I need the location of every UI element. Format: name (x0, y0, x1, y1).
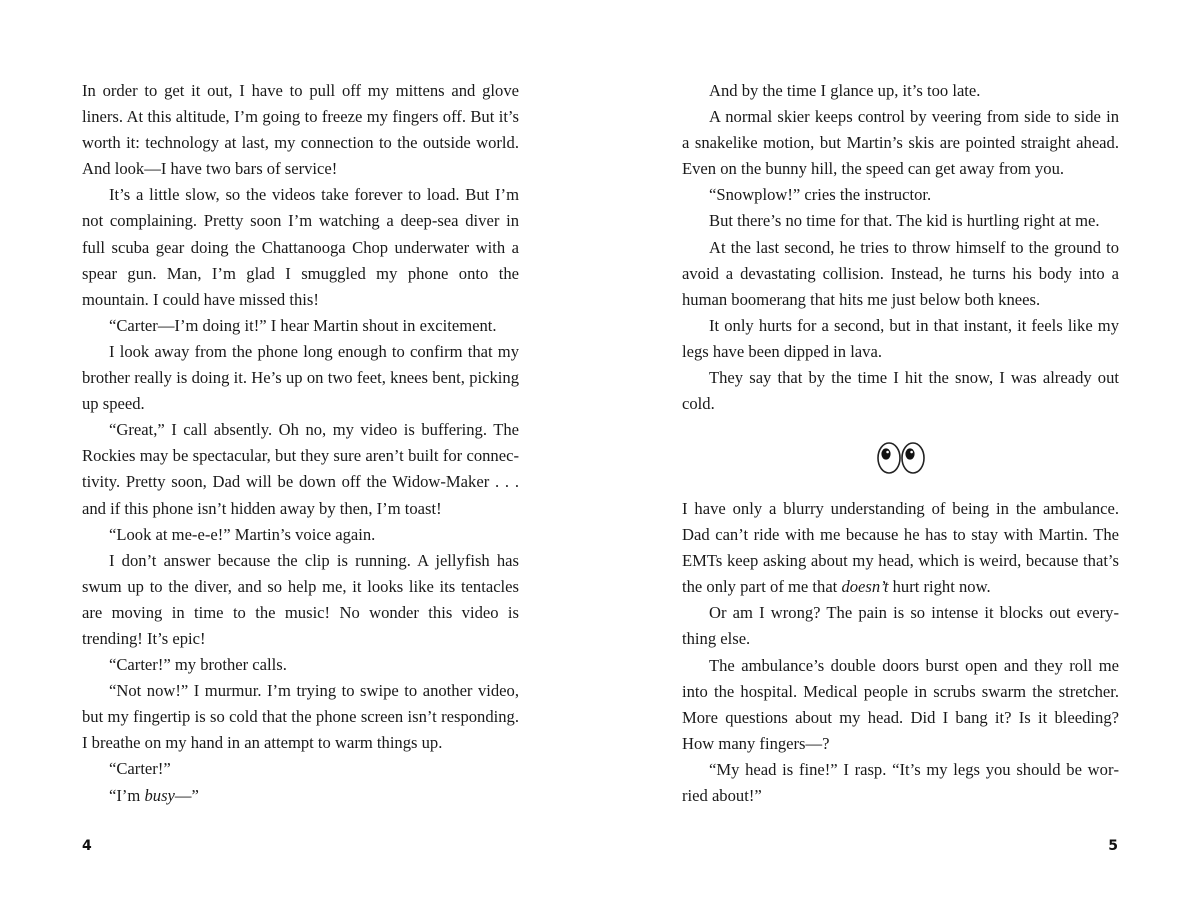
paragraph: Or am I wrong? The pain is so intense it blocks out everything else. (682, 603, 1119, 649)
paragraph: It only hurts for a second, but in that instant, it feels like my legs have been dipped in lava. (682, 315, 1119, 361)
emphasis-text: doesn’t (841, 577, 889, 597)
left-page-text (82, 78, 519, 809)
emphasis-text: busy (144, 785, 175, 805)
paragraph: “Carter!” my brother calls. (109, 655, 287, 675)
googly-eyes-icon (875, 440, 927, 476)
right-page-text-top (682, 78, 1119, 417)
paragraph: “Great,” I call absently. Oh no, my video is buffering. The Rockies may be spectacular, but they sure aren’t built for connectivity. Pretty soon, Dad will be down off the Widow-Maker . . . and if this phone isn’t hidden away by then, I’m toast! (82, 420, 519, 518)
text-run: I have only a blurry understanding of being in the ambulance. Dad can’t ride with me because he has to stay with Martin. The EMTs keep asking about my head, which is weird, because that’s the only part of me that (682, 499, 1119, 597)
text-run: hurt right now. (888, 577, 991, 597)
paragraph: I look away from the phone long enough to confirm that my brother really is doing it. He’s up on two feet, knees bent, picking up speed. (82, 341, 519, 414)
text-run: —” (174, 785, 199, 805)
text-run: “I’m (109, 785, 145, 805)
right-page-text-bottom (682, 496, 1119, 809)
paragraph: “Not now!” I murmur. I’m trying to swipe to another video, but my fingertip is so cold that the phone screen isn’t responding. I breathe on my hand in an attempt to warm things up. (82, 681, 519, 753)
paragraph (82, 783, 519, 809)
paragraph: “Snowplow!” cries the instructor. (709, 185, 932, 205)
paragraph: It’s a little slow, so the videos take forever to load. But I’m not complaining. Pretty soon I’m watching a deep-sea diver in full scuba gear doing the Chattanooga Chop underwater with a spear gun. Man, I’m glad I smuggled my phone onto the mountain. I could have missed this! (82, 185, 519, 309)
paragraph: In order to get it out, I have to pull off my mittens and glove liners. At this altitude, I’m going to freeze my fingers off. But it’s worth it: technology at last, my connection to the outside world. And look—I have two bars of service! (82, 81, 519, 179)
paragraph: They say that by the time I hit the snow, I was already out cold. (682, 368, 1119, 414)
paragraph: And by the time I glance up, it’s too late. (709, 81, 981, 100)
paragraph: “Carter—I’m doing it!” I hear Martin shout in excitement. (109, 315, 497, 335)
paragraph: “Look at me-e-e!” Martin’s voice again. (109, 524, 376, 544)
paragraph: “Carter!” (109, 759, 171, 779)
paragraph: At the last second, he tries to throw himself to the ground to avoid a devastating collision. Instead, he turns his body into a human boomerang that hits me just below both knees. (682, 237, 1119, 309)
page-number: 4 (82, 838, 92, 854)
paragraph: The ambulance’s double doors burst open and they roll me into the hospital. Medical people in scrubs swarm the stretcher. More questions about my head. Did I bang it? Is it bleeding? How many fingers—? (682, 655, 1119, 753)
paragraph: But there’s no time for that. The kid is hurtling right at me. (709, 211, 1100, 231)
right-page (600, 0, 1200, 900)
paragraph (682, 496, 1119, 600)
paragraph: A normal skier keeps control by veering from side to side in a snakelike motion, but Martin’s skis are pointed straight ahead. Even on the bunny hill, the speed can get away from you. (682, 107, 1119, 179)
page-number: 5 (1108, 838, 1118, 854)
paragraph: I don’t answer because the clip is running. A jellyfish has swum up to the diver, and so help me, it looks like its tentacles are moving in time to the music! No wonder this video is trending! It’s epic! (82, 550, 519, 648)
paragraph: “My head is fine!” I rasp. “It’s my legs you should be worried about!” (682, 759, 1119, 806)
